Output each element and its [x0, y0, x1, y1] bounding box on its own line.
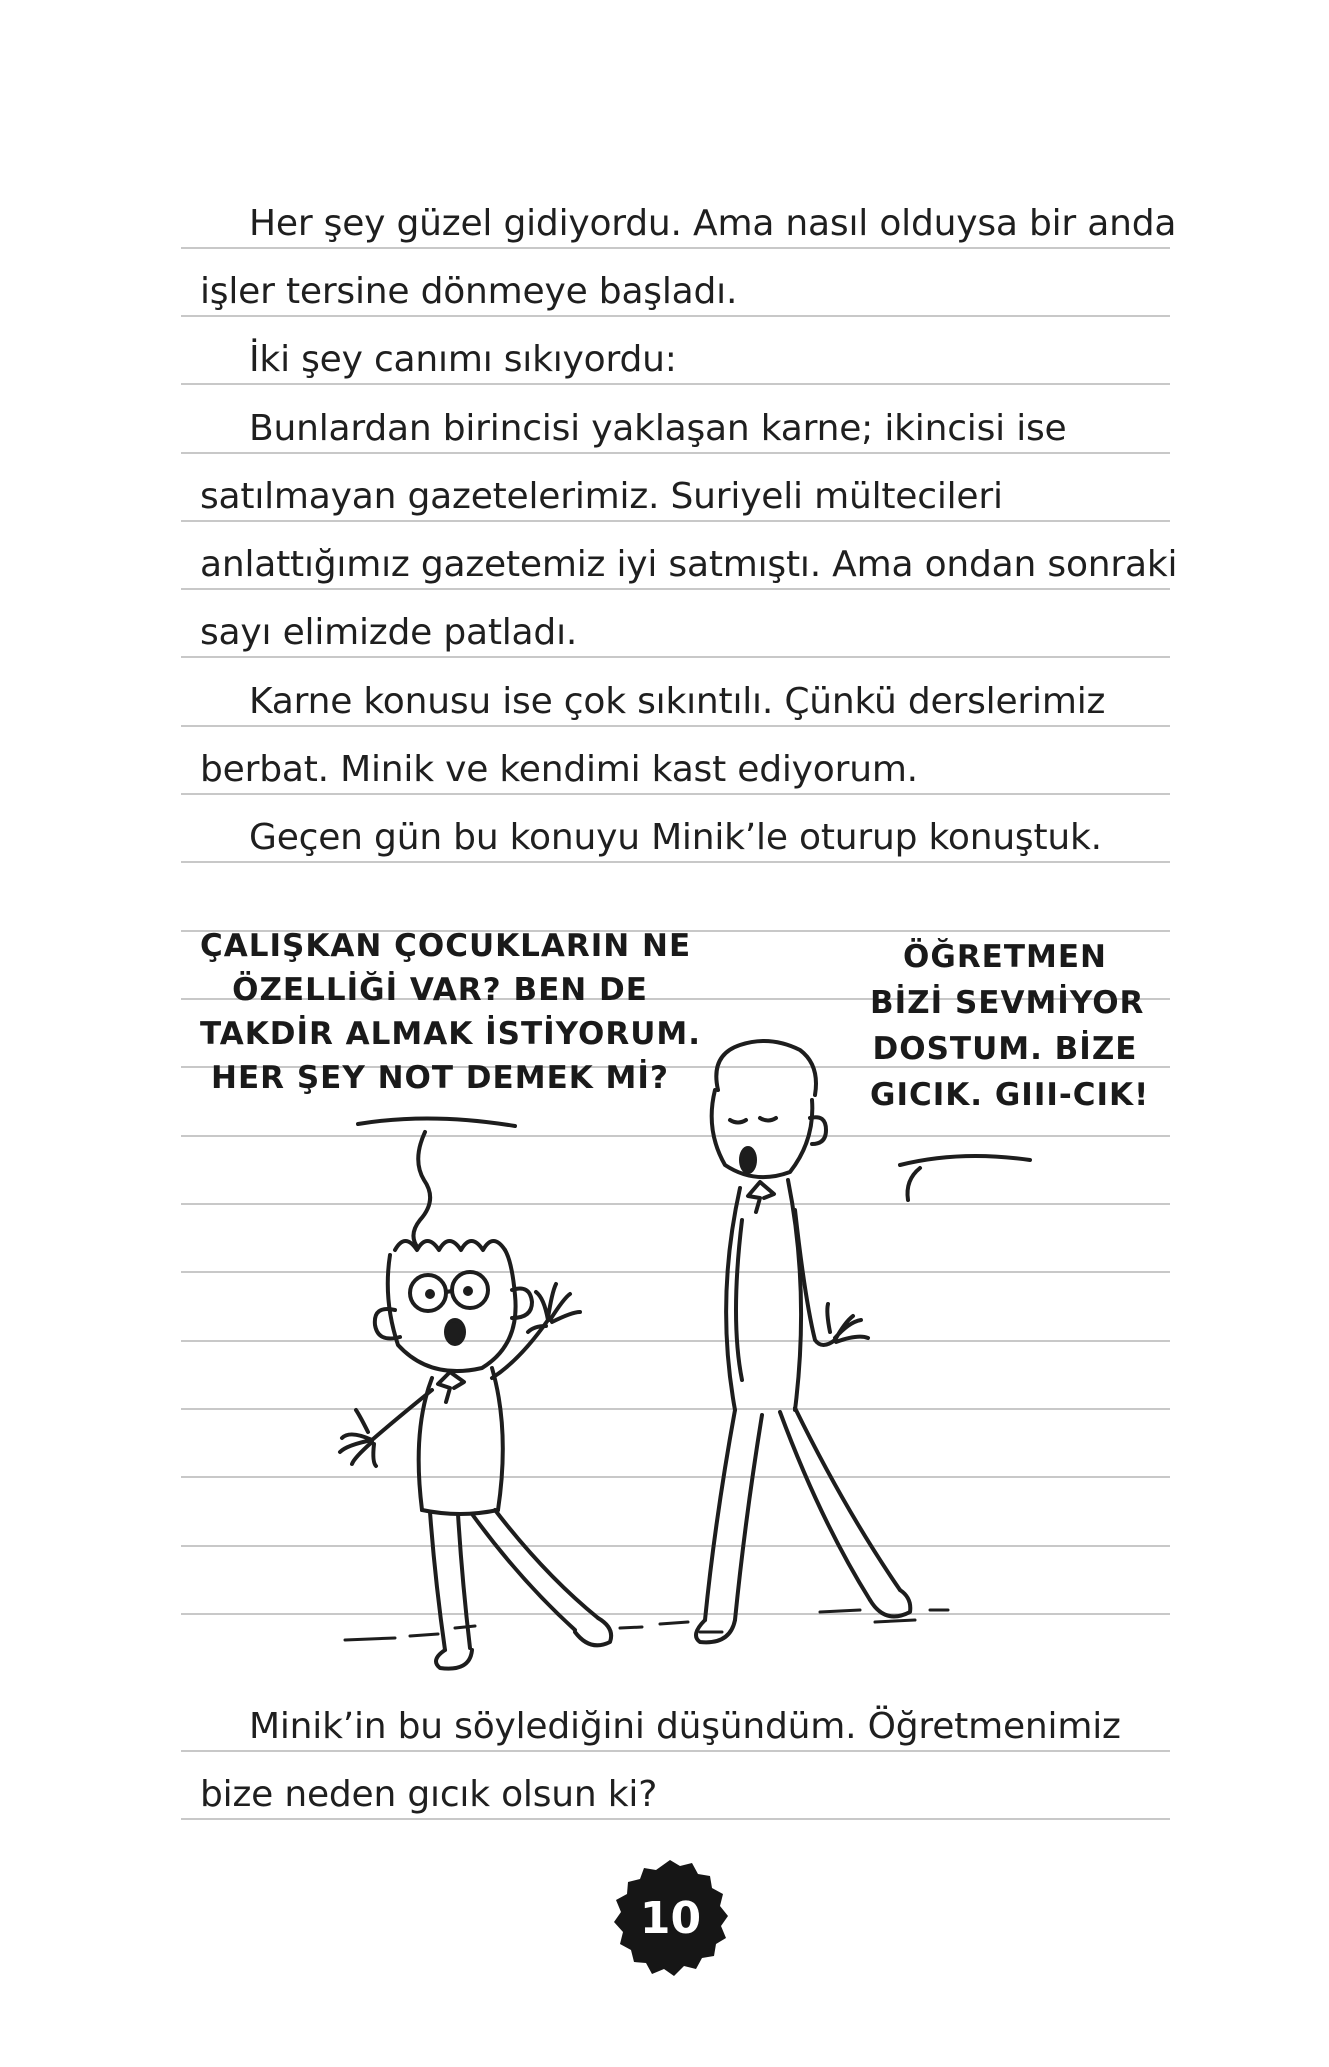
speech-right-line: ÖĞRETMEN — [903, 939, 1107, 975]
minik-character — [340, 1241, 611, 1669]
text-line: Minik’in bu söylediğini düşündüm. Öğretmenimiz — [249, 1706, 1121, 1747]
text-line: İki şey canımı sıkıyordu: — [249, 339, 677, 380]
ground-marks — [345, 1610, 948, 1640]
text-line: bize neden gıcık olsun ki? — [200, 1774, 658, 1815]
speech-left-line: ÖZELLİĞİ VAR? BEN DE — [232, 972, 648, 1008]
speech-right-line: GICIK. GIII-CIK! — [870, 1077, 1150, 1113]
text-line: Karne konusu ise çok sıkıntılı. Çünkü derslerimiz — [249, 681, 1106, 722]
text-line: berbat. Minik ve kendimi kast ediyorum. — [200, 749, 918, 790]
speech-right-line: DOSTUM. BİZE — [872, 1031, 1138, 1067]
text-line: işler tersine dönmeye başladı. — [200, 271, 738, 312]
text-line: Her şey güzel gidiyordu. Ama nasıl olduysa bir anda — [249, 203, 1177, 244]
page-number: 10 — [639, 1893, 702, 1944]
text-line: Geçen gün bu konuyu Minik’le oturup konuştuk. — [249, 817, 1102, 858]
speech-left-line: HER ŞEY NOT DEMEK Mİ? — [211, 1060, 669, 1096]
text-line: sayı elimizde patladı. — [200, 612, 578, 653]
text-line: anlattığımız gazetemiz iyi satmıştı. Ama ondan sonraki — [200, 544, 1178, 585]
speech-tail-left — [358, 1118, 515, 1248]
text-line: Bunlardan birincisi yaklaşan karne; ikincisi ise — [249, 408, 1067, 449]
tall-character — [696, 1041, 910, 1642]
speech-left-line: ÇALIŞKAN ÇOCUKLARIN NE — [200, 928, 692, 964]
speech-left-line: TAKDİR ALMAK İSTİYORUM. — [200, 1016, 701, 1052]
speech-right-line: BİZİ SEVMİYOR — [870, 985, 1145, 1021]
text-line: satılmayan gazetelerimiz. Suriyeli mültecileri — [200, 476, 1003, 517]
speech-tail-right — [900, 1156, 1030, 1200]
